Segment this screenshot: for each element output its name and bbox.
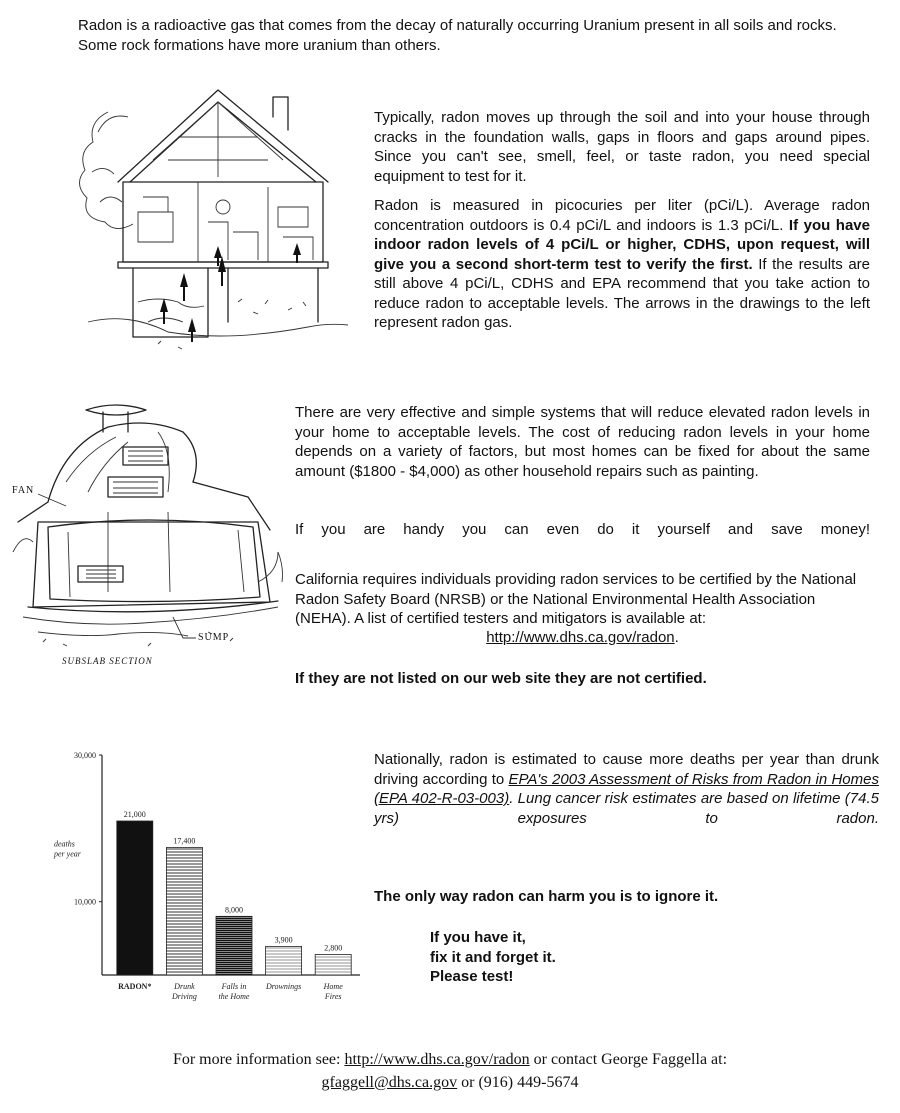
deaths-comparison-paragraph: [374, 750, 879, 828]
bar: [315, 954, 351, 975]
bar-value-label: 17,400: [173, 836, 196, 846]
closing-line-3: Please test!: [430, 968, 514, 985]
closing-line-1: If you have it,: [430, 929, 526, 946]
deaths-per-year-bar-chart: [50, 740, 390, 1010]
bar: [117, 821, 153, 975]
ignore-it-warning: The only way radon can harm you is to ignore it.: [374, 888, 719, 905]
certification-paragraph: [295, 570, 875, 629]
category-label: Home: [323, 982, 343, 991]
not-certified-warning: If they are not listed on our web site they are not certified.: [295, 670, 707, 687]
category-label: Driving: [171, 992, 197, 1001]
do-it-yourself-paragraph: If you are handy you can even do it yourself and save money!: [295, 521, 870, 538]
sump-label: SUMP: [198, 632, 230, 643]
deaths-tail-text: . Lung cancer risk estimates are based on lifetime (74.5 yrs) exposures to radon.: [374, 790, 879, 827]
category-label: RADON*: [118, 982, 152, 991]
mitigation-systems-paragraph: There are very effective and simple systems that will reduce elevated radon levels in your home to acceptable levels. The cost of reducing radon levels in your home depends on a variety of factors, but most homes can be fixed for about the same amount ($1800 - $4,000) as other household repairs such as painting.: [295, 404, 870, 480]
subslab-mitigation-illustration: [8, 402, 288, 677]
category-label: Fires: [324, 992, 342, 1001]
subslab-section-label: SUBSLAB SECTION: [62, 656, 153, 666]
y-axis-label-line-2: per year: [54, 849, 81, 859]
footer-dhs-link[interactable]: http://www.dhs.ca.gov/radon: [344, 1051, 530, 1068]
bar: [216, 916, 252, 975]
measurement-lead-text: Radon is measured in picocuries per liter (pCi/L). Average radon concentration outdoors is 0.4 pCi/L and indoors is 1.3 pCi/L.: [374, 197, 870, 234]
bar-value-label: 2,800: [324, 943, 343, 953]
bar: [266, 946, 302, 975]
certification-link-period: .: [674, 629, 679, 646]
footer-line-2: [0, 1071, 900, 1094]
fan-label: FAN: [12, 485, 35, 496]
y-tick-label: 30,000: [74, 751, 96, 760]
footer: [0, 1048, 900, 1094]
house-radon-entry-illustration: [78, 72, 358, 352]
y-tick-label: 10,000: [74, 897, 96, 907]
footer-tail: or (916) 449-5674: [457, 1074, 579, 1091]
category-label: Drownings: [265, 982, 302, 991]
second-test-bold-text: If you have indoor radon levels of 4 pCi/L or higher, CDHS, upon request, will give you a second short-term test to verify the first.: [374, 216, 870, 273]
certification-link-line: [295, 628, 870, 648]
bar-value-label: 21,000: [123, 810, 146, 819]
category-label: the Home: [218, 992, 250, 1001]
closing-line-2: fix it and forget it.: [430, 948, 556, 966]
bar-value-label: 3,900: [274, 935, 293, 945]
footer-mid: or contact George Faggella at:: [529, 1051, 728, 1068]
deaths-lead-text: Nationally, radon is estimated to cause more deaths per year than drunk driving according to: [374, 751, 879, 788]
footer-lead: For more information see:: [172, 1051, 345, 1068]
dhs-radon-link[interactable]: http://www.dhs.ca.gov/radon: [486, 629, 675, 646]
footer-email-link[interactable]: gfaggell@dhs.ca.gov: [321, 1074, 458, 1091]
intro-paragraph: Radon is a radioactive gas that comes from the decay of naturally occurring Uranium present in all soils and rocks. Some rock formations have more uranium than others.: [78, 17, 837, 54]
radon-entry-paragraph: Typically, radon moves up through the soil and into your house through cracks in the foundation walls, gaps in floors and gaps around pipes. Since you can't see, smell, feel, or taste radon, you need special equipment to test for it.: [374, 109, 870, 185]
certification-text: California requires individuals providing radon services to be certified by the National Radon Safety Board (NRSB) or the National Environmental Health Association (NEHA). A list of certified testers and mitigators is available at:: [295, 571, 857, 627]
bar: [166, 847, 202, 975]
y-axis-label: deaths: [54, 839, 75, 849]
bar-value-label: 8,000: [225, 905, 243, 915]
radon-measurement-paragraph: [374, 196, 870, 333]
category-label: Falls in: [221, 982, 247, 991]
measurement-tail-text: If the results are still above 4 pCi/L, CDHS and EPA recommend that you take action to reduce radon to acceptable levels. The arrows in the drawings to the left represent radon gas.: [374, 255, 871, 331]
closing-lines: [430, 928, 556, 987]
footer-line-1: [0, 1048, 900, 1071]
epa-assessment-link[interactable]: EPA's 2003 Assessment of Risks from Radon in Homes (EPA 402-R-03-003): [374, 770, 879, 807]
category-label: Drunk: [174, 982, 195, 991]
